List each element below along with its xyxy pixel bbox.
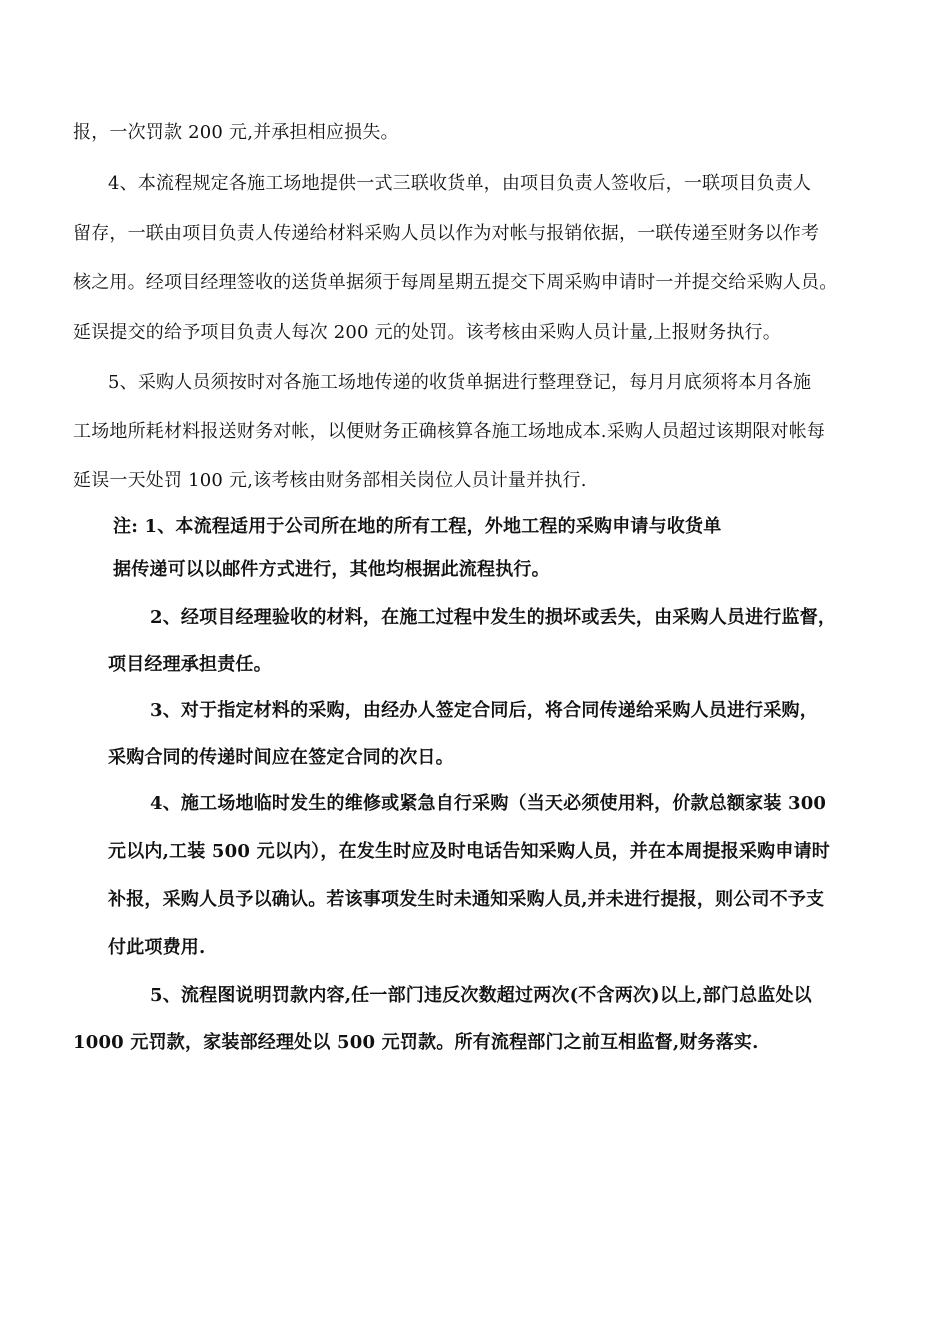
body-line: 5、采购人员须按时对各施工场地传递的收货单据进行整理登记，每月月底须将本月各施	[108, 372, 812, 393]
body-line: 延误一天处罚 100 元,该考核由财务部相关岗位人员计量并执行.	[73, 470, 587, 491]
note-line: 5、流程图说明罚款内容,任一部门违反次数超过两次(不含两次)以上,部门总监处以	[150, 985, 812, 1006]
note-line: 据传递可以以邮件方式进行，其他均根据此流程执行。	[113, 559, 550, 580]
note-line: 4、施工场地临时发生的维修或紧急自行采购（当天必须使用料，价款总额家装 300	[150, 793, 827, 814]
note-line: 采购合同的传递时间应在签定合同的次日。	[108, 747, 454, 768]
body-line: 核之用。经项目经理签收的送货单据须于每周星期五提交下周采购申请时一并提交给采购人员。	[73, 272, 838, 293]
note-line: 1000 元罚款，家装部经理处以 500 元罚款。所有流程部门之前互相监督,财务落实.	[73, 1032, 759, 1053]
note-line: 项目经理承担责任。	[108, 654, 272, 675]
note-line: 付此项费用.	[108, 937, 206, 958]
body-line: 4、本流程规定各施工场地提供一式三联收货单，由项目负责人签收后，一联项目负责人	[108, 173, 812, 194]
body-line: 工场地所耗材料报送财务对帐，以便财务正确核算各施工场地成本.采购人员超过该期限对帐每	[73, 421, 826, 442]
note-line: 2、经项目经理验收的材料，在施工过程中发生的损坏或丢失，由采购人员进行监督，	[150, 607, 837, 628]
note-line: 3、对于指定材料的采购，由经办人签定合同后，将合同传递给采购人员进行采购，	[150, 700, 818, 721]
note-line: 注: 1、本流程适用于公司所在地的所有工程，外地工程的采购申请与收货单	[113, 516, 722, 537]
body-line: 留存，一联由项目负责人传递给材料采购人员以作为对帐与报销依据，一联传递至财务以作考	[73, 223, 820, 244]
body-line: 延误提交的给予项目负责人每次 200 元的处罚。该考核由采购人员计量,上报财务执行。	[73, 322, 781, 343]
note-line: 元以内,工装 500 元以内），在发生时应及时电话告知采购人员，并在本周提报采购申请时	[108, 841, 830, 862]
body-line: 报，一次罚款 200 元,并承担相应损失。	[73, 122, 399, 143]
note-line: 补报，采购人员予以确认。若该事项发生时未通知采购人员,并未进行提报，则公司不予支	[108, 889, 825, 910]
